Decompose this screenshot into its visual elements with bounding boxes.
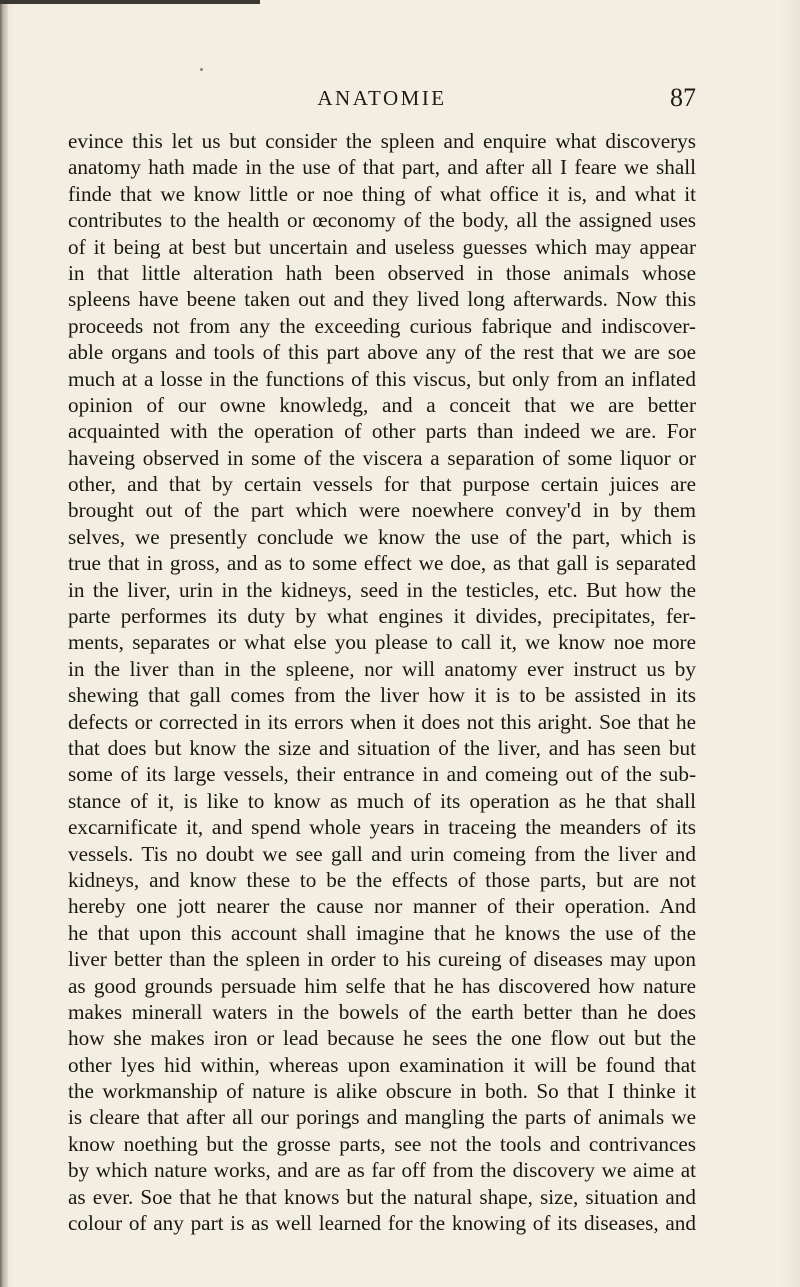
text-line: that does but know the size and situation of the liver, and has seen but <box>68 735 696 760</box>
text-line: much at a losse in the functions of this viscus, but only from an inflated <box>68 366 696 391</box>
text-line: vessels. Tis no doubt we see gall and urin comeing from the liver and <box>68 841 696 866</box>
body-text <box>68 128 696 1236</box>
text-line: opinion of our owne knowledg, and a conceit that we are better <box>68 392 696 417</box>
running-head: ANATOMIE <box>317 86 447 110</box>
text-line: selves, we presently conclude we know the use of the part, which is <box>68 524 696 549</box>
text-line: shewing that gall comes from the liver how it is to be assisted in its <box>68 683 696 708</box>
text-line: other lyes hid within, whereas upon examination it will be found that <box>68 1052 696 1077</box>
text-line: anatomy hath made in the use of that part, and after all I feare we shall <box>68 155 696 180</box>
text-line: haveing observed in some of the viscera a separation of some liquor or <box>68 445 696 470</box>
text-line: colour of any part is as well learned for the knowing of its diseases, and <box>68 1211 696 1236</box>
text-line: brought out of the part which were noewhere convey'd in by them <box>68 498 696 523</box>
text-line: the workmanship of nature is alike obscure in both. So that I thinke it <box>68 1079 696 1104</box>
text-line: makes minerall waters in the bowels of the earth better than he does <box>68 999 696 1024</box>
paper-speck <box>200 68 203 71</box>
text-line: kidneys, and know these to be the effects of those parts, but are not <box>68 867 696 892</box>
text-line: other, and that by certain vessels for that purpose certain juices are <box>68 472 696 497</box>
text-line: stance of it, is like to know as much of its operation as he that shall <box>68 788 696 813</box>
text-line: some of its large vessels, their entrance in and comeing out of the sub- <box>68 762 696 787</box>
text-line: as good grounds persuade him selfe that he has discovered how nature <box>68 973 696 998</box>
page-top-edge <box>0 0 260 4</box>
text-line: excarnificate it, and spend whole years in traceing the meanders of its <box>68 815 696 840</box>
text-line: evince this let us but consider the spleen and enquire what discoverys <box>68 129 696 153</box>
text-line: hereby one jott nearer the cause nor manner of their operation. And <box>68 894 696 919</box>
page-header <box>68 83 696 120</box>
page-number: 87 <box>670 83 696 112</box>
text-line: finde that we know little or noe thing of what office it is, and what it <box>68 181 696 206</box>
text-line: spleens have beene taken out and they lived long afterwards. Now this <box>68 287 696 312</box>
text-line: in that little alteration hath been observed in those animals whose <box>68 260 696 285</box>
text-line: in the liver than in the spleene, nor will anatomy ever instruct us by <box>68 656 696 681</box>
text-line: ments, separates or what else you please to call it, we know noe more <box>68 630 696 655</box>
text-line: defects or corrected in its errors when it does not this aright. Soe that he <box>68 709 696 734</box>
text-line: acquainted with the operation of other parts than indeed we are. For <box>68 419 696 444</box>
text-line: in the liver, urin in the kidneys, seed in the testicles, etc. But how the <box>68 577 696 602</box>
text-line: as ever. Soe that he that knows but the natural shape, size, situation and <box>68 1184 696 1209</box>
page-spine-shadow <box>0 0 8 1287</box>
text-line: true that in gross, and as to some effect we doe, as that gall is separated <box>68 551 696 576</box>
text-line: liver better than the spleen in order to his cureing of diseases may upon <box>68 947 696 972</box>
text-line: know noething but the grosse parts, see not the tools and contrivances <box>68 1131 696 1156</box>
text-line: is cleare that after all our porings and mangling the parts of animals we <box>68 1105 696 1130</box>
text-line: able organs and tools of this part above any of the rest that we are soe <box>68 340 696 365</box>
text-line: by which nature works, and are as far off from the discovery we aime at <box>68 1158 696 1183</box>
text-line: how she makes iron or lead because he sees the one flow out but the <box>68 1026 696 1051</box>
text-line: proceeds not from any the exceeding curious fabrique and indiscover- <box>68 313 696 338</box>
text-line: of it being at best but uncertain and useless guesses which may appear <box>68 234 696 259</box>
text-line: he that upon this account shall imagine that he knows the use of the <box>68 920 696 945</box>
text-line: parte performes its duty by what engines it divides, precipitates, fer- <box>68 604 696 629</box>
text-line: contributes to the health or œconomy of the body, all the assigned uses <box>68 208 696 233</box>
